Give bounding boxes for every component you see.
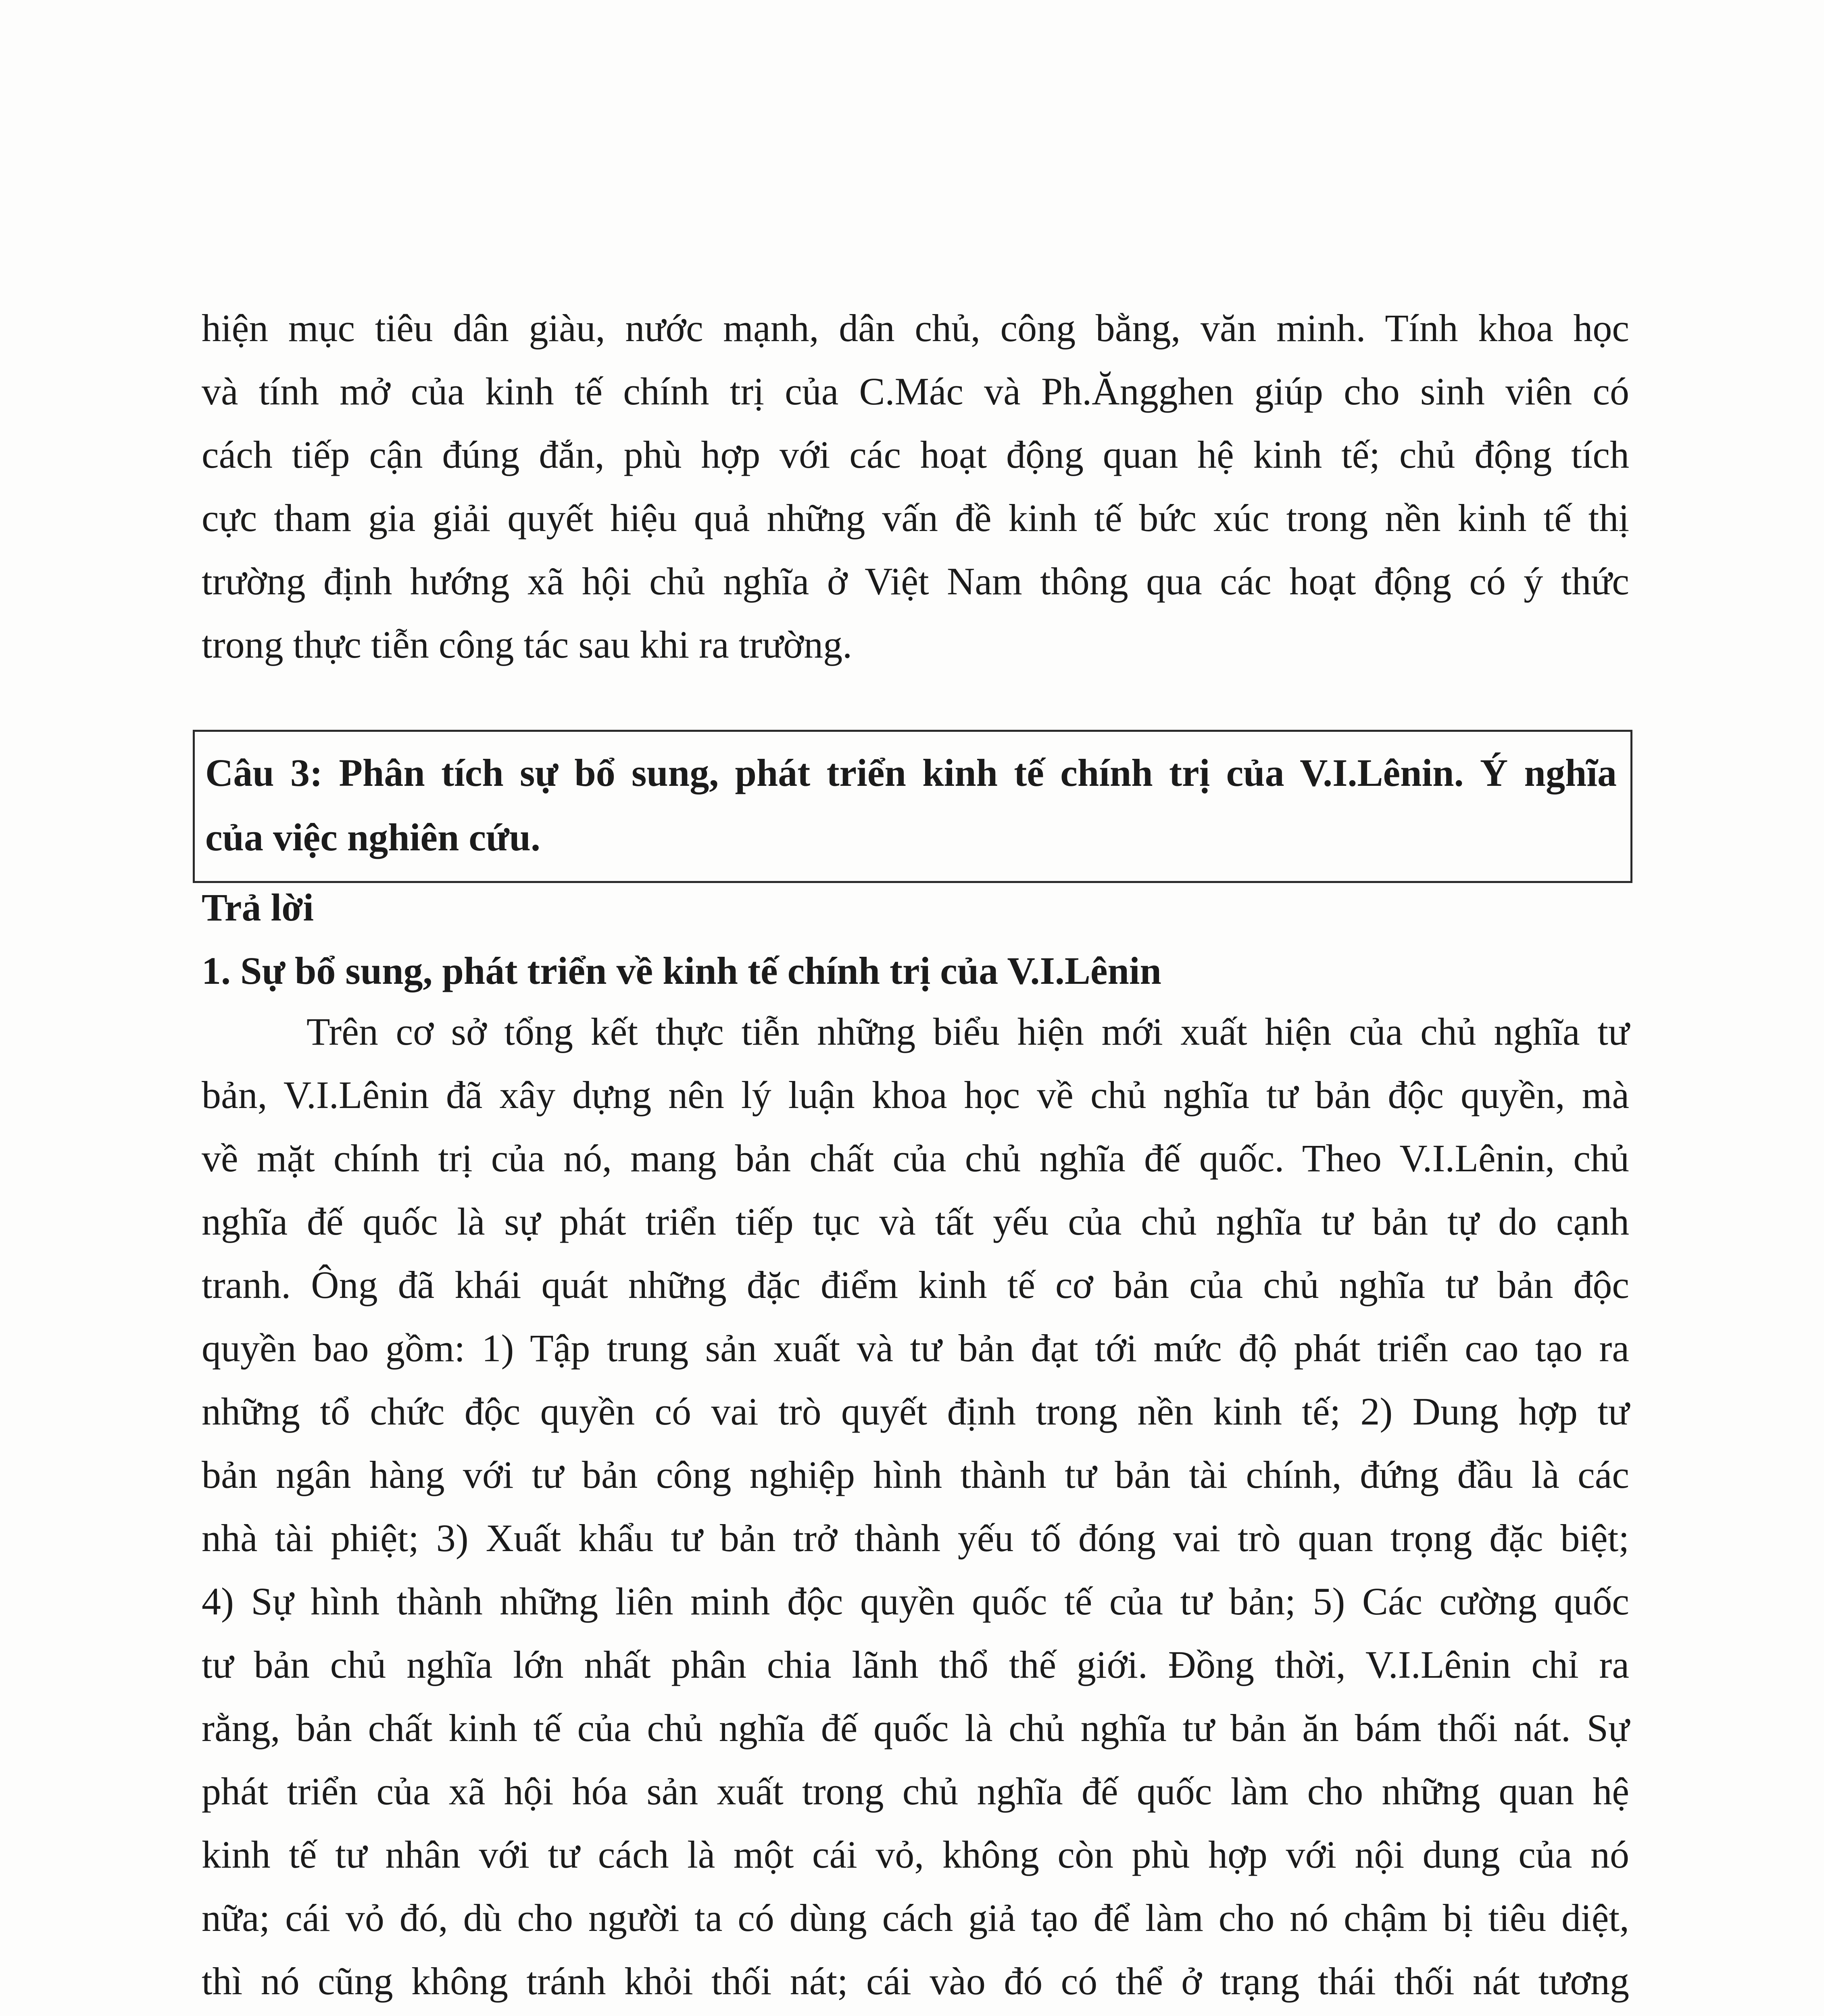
paragraph-line: nhà tài phiệt; 3) Xuất khẩu tư bản trở thành yếu tố đóng vai trò quan trọng đặc biệt; — [202, 1516, 1629, 1560]
paragraph-line: nghĩa đế quốc là sự phát triển tiếp tục và tất yếu của chủ nghĩa tư bản tự do cạnh — [202, 1200, 1629, 1243]
paragraph-line: 4) Sự hình thành những liên minh độc quyền quốc tế của tư bản; 5) Các cường quốc — [202, 1580, 1629, 1623]
question-box — [193, 730, 1632, 883]
paragraph-line: nữa; cái vỏ đó, dù cho người ta có dùng cách giả tạo để làm cho nó chậm bị tiêu diệt, — [202, 1896, 1629, 1939]
paragraph-line: phát triển của xã hội hóa sản xuất trong chủ nghĩa đế quốc làm cho những quan hệ — [202, 1770, 1629, 1813]
intro-line: trường định hướng xã hội chủ nghĩa ở Việt Nam thông qua các hoạt động có ý thức — [202, 560, 1629, 603]
question-text — [205, 741, 1617, 870]
question-line: Câu 3: Phân tích sự bổ sung, phát triển kinh tế chính trị của V.I.Lênin. Ý nghĩa — [205, 751, 1617, 794]
intro-line: hiện mục tiêu dân giàu, nước mạnh, dân chủ, công bằng, văn minh. Tính khoa học — [202, 306, 1629, 350]
paragraph-line: bản ngân hàng với tư bản công nghiệp hình thành tư bản tài chính, đứng đầu là các — [202, 1453, 1629, 1496]
intro-line: và tính mở của kinh tế chính trị của C.Mác và Ph.Ăngghen giúp cho sinh viên có — [202, 370, 1629, 413]
paragraph-line — [202, 2013, 1629, 2016]
paragraph-line: tranh. Ông đã khái quát những đặc điểm kinh tế cơ bản của chủ nghĩa tư bản độc — [202, 1263, 1629, 1306]
intro-line: trong thực tiễn công tác sau khi ra trường. — [202, 623, 853, 666]
paragraph-line: về mặt chính trị của nó, mang bản chất của chủ nghĩa đế quốc. Theo V.I.Lênin, chủ — [202, 1137, 1629, 1180]
paragraph-1 — [202, 1000, 1629, 2016]
paragraph-line: rằng, bản chất kinh tế của chủ nghĩa đế quốc là chủ nghĩa tư bản ăn bám thối nát. Sự — [202, 1706, 1629, 1749]
question-line: của việc nghiên cứu. — [205, 816, 540, 859]
section-heading: 1. Sự bổ sung, phát triển về kinh tế chính trị của V.I.Lênin — [202, 949, 1161, 992]
paragraph-line: thì nó cũng không tránh khỏi thối nát; cái vào đó có thể ở trạng thái thối nát tương — [202, 1960, 1629, 2003]
answer-label: Trả lời — [202, 886, 314, 929]
intro-line: cực tham gia giải quyết hiệu quả những vấn đề kinh tế bức xúc trong nền kinh tế thị — [202, 496, 1629, 539]
paragraph-line: Trên cơ sở tổng kết thực tiễn những biểu hiện mới xuất hiện của chủ nghĩa tư — [306, 1010, 1629, 1053]
paragraph-line: tư bản chủ nghĩa lớn nhất phân chia lãnh thổ thế giới. Đồng thời, V.I.Lênin chỉ ra — [202, 1643, 1629, 1686]
paragraph-line: quyền bao gồm: 1) Tập trung sản xuất và tư bản đạt tới mức độ phát triển cao tạo ra — [202, 1327, 1629, 1370]
paragraph-line: bản, V.I.Lênin đã xây dựng nên lý luận khoa học về chủ nghĩa tư bản độc quyền, mà — [202, 1073, 1629, 1116]
paragraph-line: những tổ chức độc quyền có vai trò quyết định trong nền kinh tế; 2) Dung hợp tư — [202, 1390, 1629, 1433]
intro-line: cách tiếp cận đúng đắn, phù hợp với các hoạt động quan hệ kinh tế; chủ động tích — [202, 433, 1629, 476]
intro-paragraph — [202, 296, 1629, 676]
paragraph-line: kinh tế tư nhân với tư cách là một cái vỏ, không còn phù hợp với nội dung của nó — [202, 1833, 1629, 1876]
